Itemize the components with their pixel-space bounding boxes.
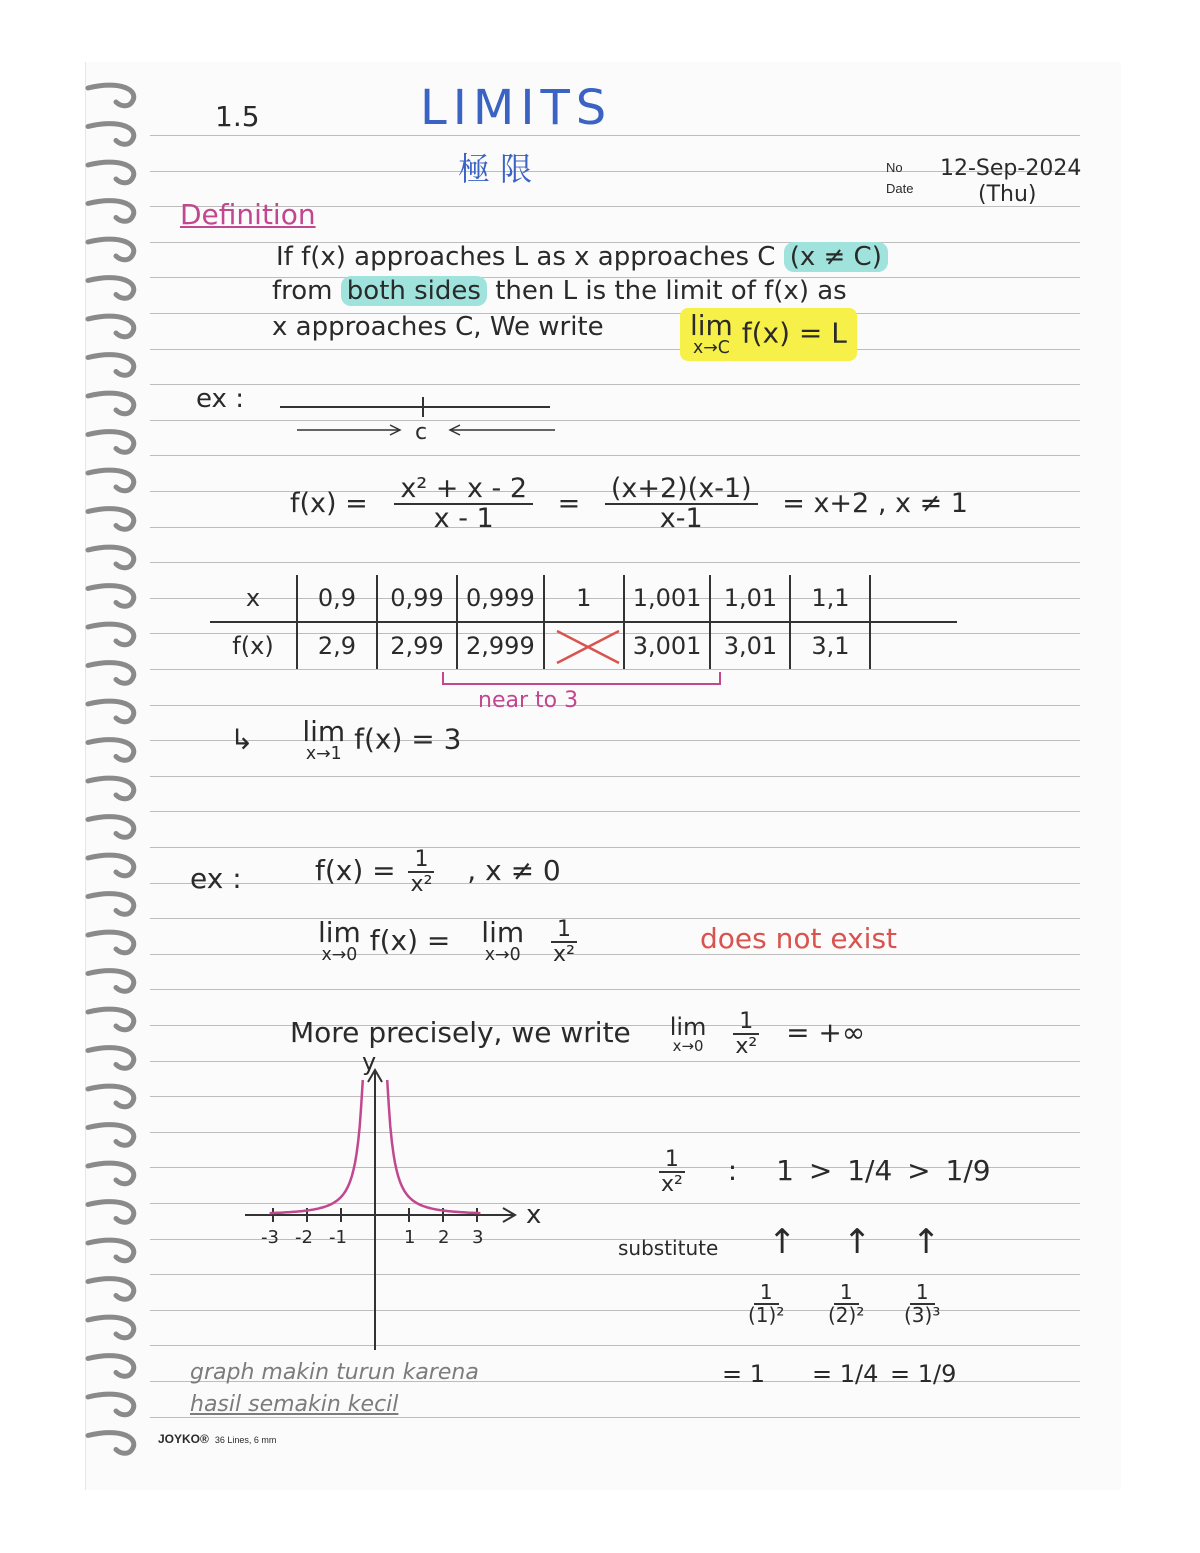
substitute-label: substitute [618,1236,719,1260]
substitution-3 [898,1282,946,1326]
spiral-ring [88,624,134,645]
chain-value: 1/4 [847,1154,893,1188]
table-cell: 3,01 [710,622,790,669]
definition-line-1-text: If f(x) approaches L as x approaches C [276,242,776,272]
limit-result-1 [230,715,462,764]
fraction-denominator: x - 1 [433,503,494,535]
spiral-ring [88,355,134,376]
lim-subscript: x→C [692,338,730,358]
lim-word-2: lim [481,916,525,950]
factored-numerator: (x+2)(x-1) [605,475,758,505]
factored-denominator: x-1 [659,503,703,535]
definition-heading: Definition [180,198,316,231]
function-definition-2 [315,848,561,896]
function-definition-1 [290,475,968,534]
precise-statement [290,1010,865,1058]
table-row-fx [210,622,957,669]
table-cell: 0,9 [297,575,377,622]
lim-expression: f(x) = L [741,316,847,350]
lim-subscript: x→0 [321,945,358,966]
side-colon: : [727,1154,738,1188]
chain-value: 1/9 [945,1154,991,1188]
ruled-line [150,883,1080,884]
graph-one-over-x-squared [240,1060,560,1360]
spiral-ring [88,239,134,260]
table-cell: 1 [544,575,624,622]
lim-word: lim [318,916,361,950]
substitute-arrow-icon: ↑ [912,1222,941,1262]
fraction-numerator: 1 [754,1282,779,1305]
day-value: (Thu) [978,182,1037,207]
spiral-ring [88,1279,134,1300]
spiral-ring [88,201,134,222]
fraction-denominator: x² [553,942,575,968]
precise-text: More precisely, we write [290,1016,631,1050]
ruled-line [150,349,1080,350]
definition-line-2-pre: from [272,276,333,306]
lim-operator [302,715,346,764]
definition-line-1 [276,242,888,272]
spiral-ring [88,971,134,992]
table-cell-empty [870,575,957,622]
spiral-ring [88,1433,134,1454]
spiral-ring [88,855,134,876]
limit-definition-formula [680,308,857,361]
table-cell: 1,001 [624,575,711,622]
spiral-ring [88,1394,134,1415]
graph-y-label: y [362,1048,377,1076]
precise-fraction [729,1010,763,1058]
definition-line-2-post: then L is the limit of f(x) as [495,276,847,306]
brand-name: JOYKO® [158,1432,209,1446]
spiral-ring [88,1163,134,1184]
ruled-line [150,705,1080,706]
cross-out-mark [553,627,623,667]
values-table [210,575,957,669]
chain-gt: > [907,1154,931,1188]
footnote-line-2: hasil semakin kecil [190,1392,399,1417]
precise-rhs: = +∞ [786,1016,866,1050]
ruled-line [150,847,1080,848]
spiral-ring [88,278,134,299]
ruled-line [150,776,1080,777]
ruled-line [150,918,1080,919]
spiral-ring [88,1009,134,1030]
graph-tick-label: 1 [404,1227,416,1248]
lim-operator [669,1012,707,1055]
graph-x-label: x [526,1200,542,1230]
section-number: 1.5 [215,100,260,133]
sub-fraction [898,1282,946,1326]
fraction-numerator: 1 [659,1148,685,1173]
spiral-ring [88,1048,134,1069]
ruled-line [150,562,1080,563]
table-cell-empty [870,622,957,669]
fraction-one-over-x2 [405,848,439,896]
spiral-ring [88,1125,134,1146]
fraction-denominator: x² [410,872,433,898]
f-lhs: f(x) = [290,487,368,519]
substitution-1 [742,1282,790,1326]
spiral-ring [88,701,134,722]
spiral-binding [80,70,160,1490]
example-1-label: ex : [196,384,244,414]
number-line-c-label: c [415,420,428,445]
ruled-line [150,135,1080,136]
definition-line-2 [272,276,847,306]
brand-spec: 36 Lines, 6 mm [214,1435,277,1445]
lim-operator-2 [481,916,525,966]
ruled-line [150,455,1080,456]
page-title: LIMITS [420,80,613,136]
spiral-ring [88,393,134,414]
ruled-line [150,954,1080,955]
spiral-ring [88,1202,134,1223]
fraction-numerator: 1 [551,918,577,943]
lim-subscript: x→1 [305,744,342,764]
spiral-ring [88,470,134,491]
spiral-ring [88,316,134,337]
table-header-x: x [210,575,297,622]
table-header-fx: f(x) [210,622,297,669]
spiral-ring [88,547,134,568]
example-2-label: ex : [190,862,242,895]
spiral-ring [88,1317,134,1338]
definition-condition: (x ≠ C) [784,242,888,272]
lim-word: lim [690,309,733,342]
ruled-line [150,811,1080,812]
table-cell: 2,99 [377,622,457,669]
date-label: Date [886,181,914,196]
lim-operator [690,309,733,358]
fraction-denominator: x² [661,1172,683,1198]
spiral-ring [88,778,134,799]
near-note: near to 3 [478,688,579,713]
spiral-ring [88,817,134,838]
table-cell: 0,999 [457,575,544,622]
table-cell: 2,999 [457,622,544,669]
fraction-denominator: x² [735,1034,758,1060]
definition-line-3 [272,312,604,342]
limit-lhs: f(x) = [369,924,451,958]
table-cell: 3,001 [624,622,711,669]
spiral-ring [88,663,134,684]
does-not-exist-note: does not exist [700,922,898,955]
date-value: 12-Sep-2024 [940,156,1082,181]
substitute-arrow-icon: ↑ [768,1222,797,1262]
graph-tick-label: -2 [295,1227,313,1248]
fraction-denominator: (2)² [828,1303,865,1327]
graph-tick-label: -1 [329,1227,347,1248]
no-label: No [886,160,903,175]
spiral-ring [88,1240,134,1261]
sub-fraction [822,1282,870,1326]
fraction-denominator: (3)³ [904,1303,941,1327]
substitute-arrow-icon: ↑ [843,1222,872,1262]
definition-line-3-text: x approaches C, We write [272,312,604,342]
table-row-x [210,575,957,622]
lim-subscript-2: x→0 [484,945,521,966]
curve-left-branch [270,1080,363,1213]
fraction-numerator: 1 [910,1282,935,1305]
curve-right-branch [387,1080,480,1213]
notebook-brand [158,1432,276,1446]
table-cell-undefined [544,622,624,669]
spiral-ring [88,1356,134,1377]
fraction-numerator: 1 [733,1010,759,1035]
simplified-result: = x+2 , x ≠ 1 [782,487,968,519]
chain-value: 1 [776,1154,794,1188]
spiral-ring [88,932,134,953]
lim-word: lim [302,715,346,748]
spiral-ring [88,509,134,530]
side-calc-chain [655,1148,991,1196]
fraction-original [394,475,533,534]
fraction-factored [605,475,758,534]
graph-tick-label: 3 [472,1227,484,1248]
chain-gt: > [808,1154,833,1188]
table-cell: 1,1 [790,575,870,622]
side-fraction [655,1148,689,1196]
substitution-2 [822,1282,870,1326]
spiral-ring [88,85,134,106]
fraction-one-over-x2-b [547,918,581,966]
footnote-line-1: graph makin turun karena [190,1360,479,1385]
domain-condition: , x ≠ 0 [467,854,561,888]
table-cell: 3,1 [790,622,870,669]
graph-tick-label: -3 [261,1227,279,1248]
page-title-chinese: 極 限 [458,150,533,188]
lim-subscript: x→0 [672,1036,704,1055]
spiral-ring [88,586,134,607]
graph-tick-label: 2 [438,1227,450,1248]
lim-word: lim [669,1012,707,1041]
fraction-denominator: (1)² [748,1303,785,1327]
spiral-ring [88,740,134,761]
substitution-result-2: = 1/4 [812,1360,879,1388]
result-arrow-icon: ↳ [230,722,254,756]
spiral-ring [88,1086,134,1107]
spiral-ring [88,162,134,183]
spiral-ring [88,432,134,453]
result-expression: f(x) = 3 [354,722,462,756]
fraction-numerator: 1 [408,848,434,873]
ruled-line [150,989,1080,990]
ruled-line [150,384,1080,385]
table-cell: 0,99 [377,575,457,622]
spiral-ring [88,894,134,915]
equals-sign: = [557,487,581,519]
f-lhs-2: f(x) = [315,854,396,888]
fraction-numerator: 1 [834,1282,859,1305]
lim-operator [318,916,361,966]
limit-expression-2 [318,918,581,966]
table-cell: 1,01 [710,575,790,622]
substitution-result-1: = 1 [722,1360,766,1388]
table-cell: 2,9 [297,622,377,669]
fraction-numerator: x² + x - 2 [394,475,533,505]
spiral-ring [88,124,134,145]
substitution-result-3: = 1/9 [890,1360,957,1388]
sub-fraction [742,1282,790,1326]
definition-both-sides: both sides [341,276,487,306]
